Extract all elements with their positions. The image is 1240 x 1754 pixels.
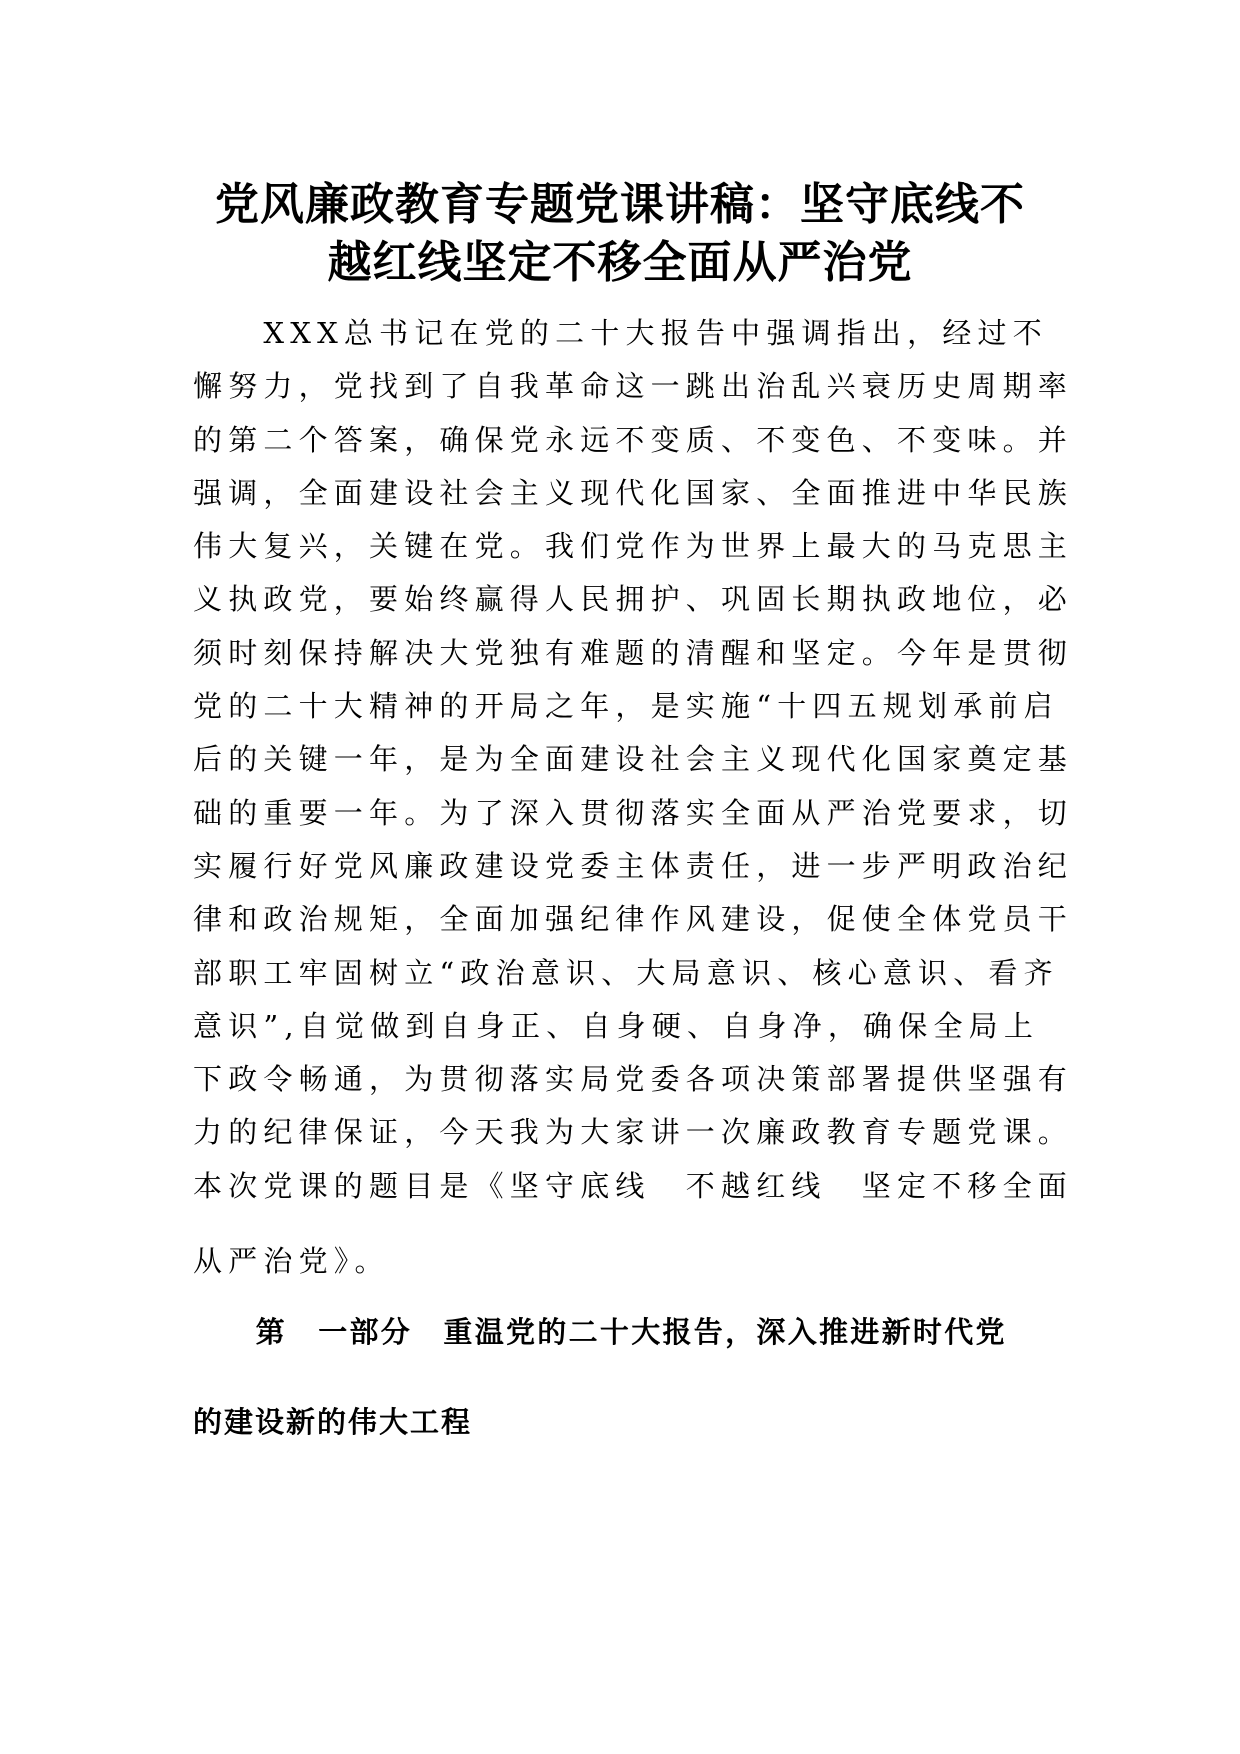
paragraph-line: 强调，全面建设社会主义现代化国家、全面推进中华民族 <box>193 475 1074 510</box>
section-heading <box>193 1312 1055 1442</box>
paragraph-line: 后的关键一年，是为全面建设社会主义现代化国家奠定基 <box>193 742 1074 777</box>
title-line: 党风廉政教育专题党课讲稿：坚守底线不 <box>215 179 1025 230</box>
paragraph-line: 力的纪律保证，今天我为大家讲一次廉政教育专题党课。 <box>193 1115 1074 1150</box>
paragraph-line: 伟大复兴，关键在党。我们党作为世界上最大的马克思主 <box>193 529 1074 564</box>
paragraph-line: 下政令畅通，为贯彻落实局党委各项决策部署提供坚强有 <box>193 1062 1074 1097</box>
document-title <box>150 176 1090 292</box>
paragraph-line: 党的二十大精神的开局之年，是实施“十四五规划承前启 <box>193 689 1059 724</box>
paragraph-line: 本次党课的题目是《坚守底线 不越红线 坚定不移全面 <box>193 1168 1074 1203</box>
section-heading-line: 的建设新的伟大工程 <box>193 1405 473 1439</box>
paragraph-line: 须时刻保持解决大党独有难题的清醒和坚定。今年是贯彻 <box>193 635 1074 670</box>
paragraph-line: 部职工牢固树立“政治意识、大局意识、核心意识、看齐 <box>193 955 1059 990</box>
section-heading-line: 第 一部分 重温党的二十大报告，深入推进新时代党 <box>193 1315 1007 1349</box>
paragraph-line: 义执政党，要始终赢得人民拥护、巩固长期执政地位，必 <box>193 582 1074 617</box>
paragraph-line: 从严治党》。 <box>193 1244 390 1279</box>
paragraph-line: 实履行好党风廉政建设党委主体责任，进一步严明政治纪 <box>193 848 1074 883</box>
paragraph-line: 懈努力，党找到了自我革命这一跳出治乱兴衰历史周期率 <box>193 369 1074 404</box>
paragraph-line: XXX总书记在党的二十大报告中强调指出，经过不 <box>193 316 1048 350</box>
title-line: 越红线坚定不移全面从严治党 <box>327 237 913 288</box>
paragraph-line: 律和政治规矩，全面加强纪律作风建设，促使全体党员干 <box>193 902 1074 937</box>
intro-paragraph <box>193 307 1074 1288</box>
paragraph-line: 础的重要一年。为了深入贯彻落实全面从严治党要求，切 <box>193 795 1074 830</box>
paragraph-line: 意识”,自觉做到自身正、自身硬、自身净，确保全局上 <box>193 1008 1040 1043</box>
paragraph-line: 的第二个答案，确保党永远不变质、不变色、不变味。并 <box>193 422 1074 457</box>
